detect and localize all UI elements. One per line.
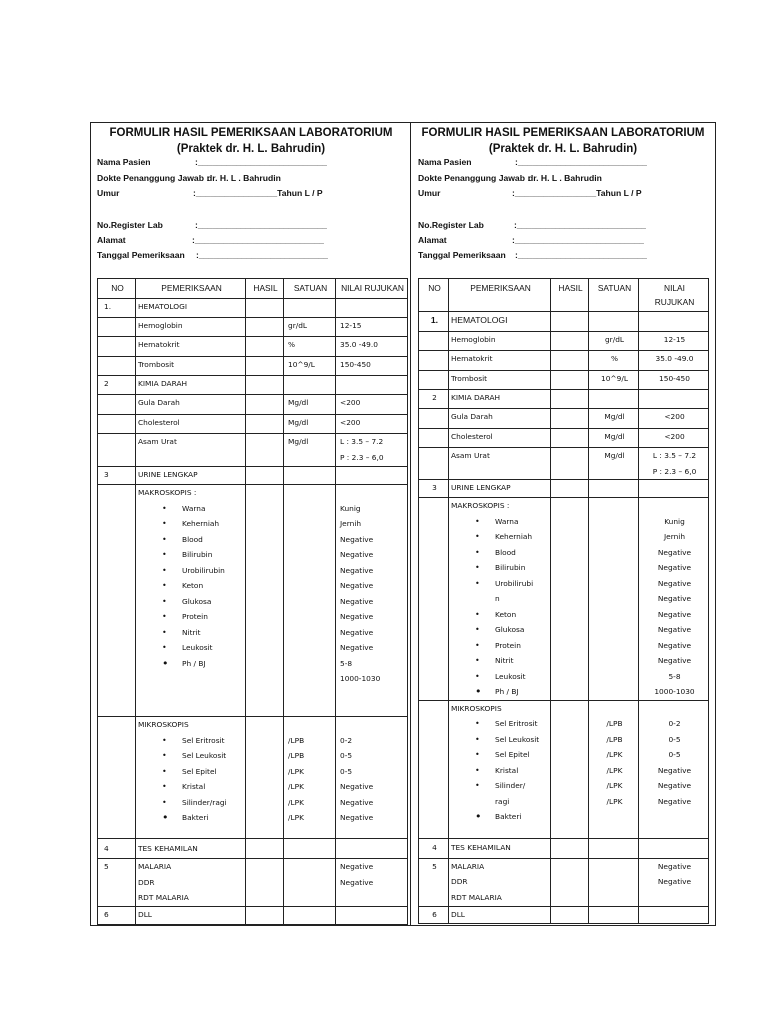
table-row: Cholesterol Mg/dl <200 <box>419 429 709 448</box>
hasil-cell[interactable] <box>246 415 284 434</box>
table-row: Asam Urat Mg/dl L : 3.5 – 7.2 P : 2.3 – 6,0 <box>98 434 408 467</box>
hasil-cell[interactable] <box>551 429 589 448</box>
table-row: 4 TES KEHAMILAN <box>98 839 408 859</box>
form-left: FORMULIR HASIL PEMERIKSAAN LABORATORIUM (Praktek dr. H. L. Bahrudin) Nama Pasien :___________________________ Dokte Penanggung Jawab : dr. H. L . Bahrudin Umur :_________________Tahun L / P No.Register Lab :___________________________ Alamat :___________________________ Tanggal Pemeriksaan :___________________________ NO PEMERIKSAAN HASIL SATUAN NILAI RUJUKAN 1. HEMATOLOGI Hemoglobin gr/dL 12-15 Hematokrit % 35.0 -49.0 Trombosit 10^9/L 150-450 2 KIMIA DARAH Gula Darah Mg/dl <200 Cholesterol Mg/dl <200 Asam Urat Mg/dl L : 3.5 – 7.2 P : 2.3 – 6,0 3 URINE LENGKAP MAKROSKOPIS : • Warna • Keherniah • Blood • Bilirubin • Urobilirubin • Keton • Glukosa • Protein • Nitrit • Leukosit • Ph / BJ Kunig Jernih Negative Negative Negative Negative Negative Negative Negative Negative 5-8 1000-1030 MIKROSKOPIS • Sel Eritrosit • Sel Leukosit • Sel Epitel • Kristal • Silinder/ragi • Bakteri /LPB /LPB /LPK /LPK /LPK /LPK 0-2 0-5 0-5 Negative Negative Negative 4 TES KEHAMILAN 5 MALARIA DDR RDT MALARIA Negative Negative 6 DLL <box>91 123 411 157</box>
form-title <box>411 125 715 157</box>
table-row: 6 DLL <box>98 906 408 924</box>
table-row: Trombosit 10^9/L 150-450 <box>419 371 709 390</box>
form-right: FORMULIR HASIL PEMERIKSAAN LABORATORIUM (Praktek dr. H. L. Bahrudin) Nama Pasien :___________________________ Dokte Penanggung Jawab : dr. H. L . Bahrudin Umur :_________________Tahun L / P No.Register Lab :___________________________ Alamat :___________________________ Tanggal Pemeriksaan :___________________________ NO PEMERIKSAAN HASIL SATUAN NILAI RUJUKAN 1. HEMATOLOGI Hemoglobin gr/dL 12-15 Hematokrit % 35.0 -49.0 Trombosit 10^9/L 150-450 2 KIMIA DARAH Gula Darah Mg/dl <200 Cholesterol Mg/dl <200 Asam Urat Mg/dl L : 3.5 – 7.2 P : 2.3 – 6,0 3 URINE LENGKAP MAKROSKOPIS : • Warna • Keherniah • Blood • Bilirubin • Urobilirubi n • Keton • Glukosa • Protein • Nitrit • Leukosit • Ph / BJ Kunig Jernih Negative Negative Negative Negative Negative Negative Negative Negative 5-8 1000-1030 MIKROSKOPIS • Sel Eritrosit • Sel Leukosit • Sel Epitel • Kristal • Silinder/ ragi • Bakteri /LPB /LPB /LPK /LPK /LPK /LPK 0-2 0-5 0-5 Negative Negative Negative 4 TES KEHAMILAN 5 MALARIA DDR RDT MALARIA Negative Negative 6 DLL <box>411 123 715 157</box>
table-row: Hemoglobin gr/dL 12-15 <box>98 318 408 337</box>
table-row: Gula Darah Mg/dl <200 <box>419 409 709 429</box>
results-table-left <box>97 278 408 925</box>
table-row: 1. HEMATOLOGI <box>419 312 709 332</box>
table-row: Trombosit 10^9/L 150-450 <box>98 357 408 376</box>
hasil-cell[interactable] <box>246 318 284 337</box>
table-row: 3 URINE LENGKAP <box>419 480 709 498</box>
hasil-cell[interactable] <box>246 395 284 415</box>
table-row: 6 DLL <box>419 906 709 923</box>
title-line-1: FORMULIR HASIL PEMERIKSAAN LABORATORIUM <box>109 127 393 139</box>
hasil-cell[interactable] <box>551 371 589 390</box>
table-row: 5 MALARIA DDR RDT MALARIA Negative Negative <box>98 859 408 907</box>
hasil-cell[interactable] <box>551 409 589 429</box>
table-row: Asam Urat Mg/dl L : 3.5 – 7.2 P : 2.3 – 6,0 <box>419 448 709 480</box>
hasil-cell[interactable] <box>246 485 284 717</box>
table-header: NO PEMERIKSAAN HASIL SATUAN NILAI RUJUKAN <box>419 279 709 312</box>
table-row: 5 MALARIA DDR RDT MALARIA Negative Negative <box>419 858 709 906</box>
hasil-cell[interactable] <box>246 717 284 839</box>
hasil-cell[interactable] <box>246 357 284 376</box>
form-title <box>91 125 411 157</box>
hasil-cell[interactable] <box>551 351 589 371</box>
hasil-cell[interactable] <box>551 448 589 480</box>
table-row: 1. HEMATOLOGI <box>98 299 408 318</box>
title-line-2: (Praktek dr. H. L. Bahrudin) <box>488 143 638 155</box>
table-row: Cholesterol Mg/dl <200 <box>98 415 408 434</box>
title-line-1: FORMULIR HASIL PEMERIKSAAN LABORATORIUM <box>421 127 705 139</box>
table-row: 3 URINE LENGKAP <box>98 467 408 485</box>
table-row: Gula Darah Mg/dl <200 <box>98 395 408 415</box>
table-row-mikroskopis: MIKROSKOPIS • Sel Eritrosit • Sel Leukosit • Sel Epitel • Kristal • Silinder/ragi • Bakteri /LPB /LPB /LPK /LPK /LPK /LPK 0-2 0-5 0-5 Negative Negative Negative <box>98 717 408 839</box>
table-row: 2 KIMIA DARAH <box>419 390 709 409</box>
lab-form-sheet <box>90 122 716 926</box>
table-row-makroskopis: MAKROSKOPIS : • Warna • Keherniah • Blood • Bilirubin • Urobilirubin • Keton • Glukosa • Protein • Nitrit • Leukosit • Ph / BJ Kunig Jernih Negative Negative Negative Negative Negative Negative Negative Negative 5-8 1000-1030 <box>98 485 408 717</box>
table-row: Hemoglobin gr/dL 12-15 <box>419 332 709 351</box>
hasil-cell[interactable] <box>246 859 284 907</box>
table-row: 2 KIMIA DARAH <box>98 376 408 395</box>
center-divider <box>410 123 411 925</box>
results-table-right <box>418 278 709 924</box>
table-row-mikroskopis: MIKROSKOPIS • Sel Eritrosit • Sel Leukosit • Sel Epitel • Kristal • Silinder/ ragi • Bakteri /LPB /LPB /LPK /LPK /LPK /LPK 0-2 0-5 0-5 Negative Negative Negative <box>419 700 709 838</box>
table-header: NO PEMERIKSAAN HASIL SATUAN NILAI RUJUKAN <box>98 279 408 299</box>
hasil-cell[interactable] <box>551 858 589 906</box>
hasil-cell[interactable] <box>551 332 589 351</box>
title-line-2: (Praktek dr. H. L. Bahrudin) <box>176 143 326 155</box>
hasil-cell[interactable] <box>246 337 284 357</box>
hasil-cell[interactable] <box>246 434 284 467</box>
hasil-cell[interactable] <box>551 498 589 701</box>
table-row-makroskopis: MAKROSKOPIS : • Warna • Keherniah • Blood • Bilirubin • Urobilirubi n • Keton • Glukosa • Protein • Nitrit • Leukosit • Ph / BJ Kunig Jernih Negative Negative Negative Negative Negative Negative Negative Negative 5-8 1000-1030 <box>419 498 709 701</box>
table-row: Hematokrit % 35.0 -49.0 <box>419 351 709 371</box>
hasil-cell[interactable] <box>551 700 589 838</box>
table-row: Hematokrit % 35.0 -49.0 <box>98 337 408 357</box>
table-row: 4 TES KEHAMILAN <box>419 838 709 858</box>
